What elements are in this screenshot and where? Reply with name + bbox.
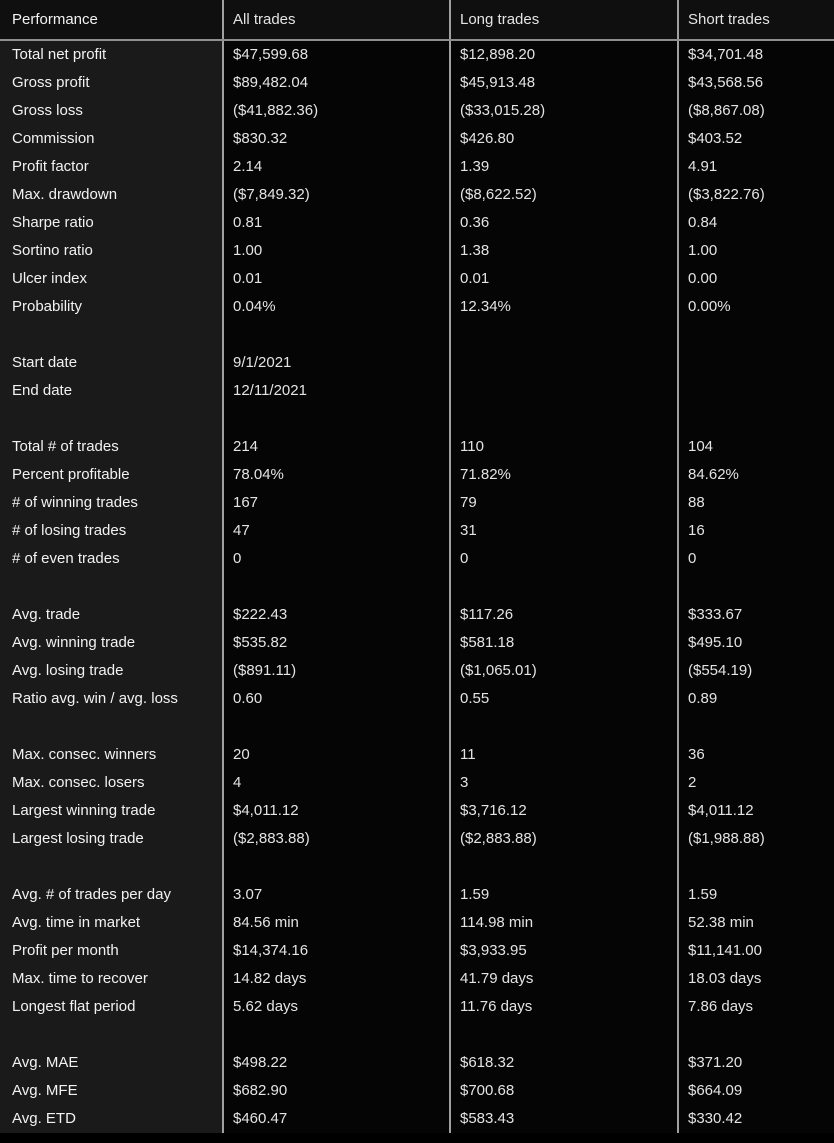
metric-value-long-trades bbox=[451, 405, 677, 433]
metric-value-all-trades: 0.04% bbox=[224, 293, 449, 321]
metric-label: Ulcer index bbox=[0, 265, 222, 293]
table-row bbox=[0, 769, 834, 797]
metric-label: Max. consec. losers bbox=[0, 769, 222, 797]
table-row bbox=[0, 209, 834, 237]
metric-value-long-trades bbox=[451, 1021, 677, 1049]
metric-value-long-trades: 12.34% bbox=[451, 293, 677, 321]
metric-value-long-trades: 71.82% bbox=[451, 461, 677, 489]
metric-label: Avg. time in market bbox=[0, 909, 222, 937]
metric-label bbox=[0, 321, 222, 349]
metric-value-long-trades: 110 bbox=[451, 433, 677, 461]
metric-value-short-trades: 4.91 bbox=[679, 153, 834, 181]
table-row bbox=[0, 461, 834, 489]
metric-value-long-trades: ($8,622.52) bbox=[451, 181, 677, 209]
metric-value-all-trades bbox=[224, 405, 449, 433]
metric-label: Avg. trade bbox=[0, 601, 222, 629]
metric-value-short-trades bbox=[679, 1021, 834, 1049]
metric-value-short-trades: 36 bbox=[679, 741, 834, 769]
table-row bbox=[0, 993, 834, 1021]
table-row bbox=[0, 909, 834, 937]
spacer-row bbox=[0, 853, 834, 881]
metric-value-short-trades: ($8,867.08) bbox=[679, 97, 834, 125]
table-row bbox=[0, 153, 834, 181]
metric-label: Profit per month bbox=[0, 937, 222, 965]
metric-value-long-trades bbox=[451, 377, 677, 405]
metric-label: Profit factor bbox=[0, 153, 222, 181]
metric-value-long-trades: $426.80 bbox=[451, 125, 677, 153]
metric-value-long-trades bbox=[451, 713, 677, 741]
metric-value-all-trades: $460.47 bbox=[224, 1105, 449, 1133]
metric-label bbox=[0, 713, 222, 741]
metric-value-long-trades: $583.43 bbox=[451, 1105, 677, 1133]
metric-value-all-trades bbox=[224, 573, 449, 601]
table-row bbox=[0, 601, 834, 629]
metric-label: Avg. losing trade bbox=[0, 657, 222, 685]
metric-label: Avg. MFE bbox=[0, 1077, 222, 1105]
column-header-long-trades: Long trades bbox=[451, 0, 677, 39]
metric-value-long-trades: $3,933.95 bbox=[451, 937, 677, 965]
table-row bbox=[0, 825, 834, 853]
metric-value-all-trades: ($891.11) bbox=[224, 657, 449, 685]
metric-value-short-trades: 7.86 days bbox=[679, 993, 834, 1021]
metric-value-all-trades: 4 bbox=[224, 769, 449, 797]
metric-value-all-trades: $47,599.68 bbox=[224, 41, 449, 69]
table-row bbox=[0, 517, 834, 545]
metric-value-long-trades: $117.26 bbox=[451, 601, 677, 629]
metric-value-all-trades: 14.82 days bbox=[224, 965, 449, 993]
metric-value-short-trades: $664.09 bbox=[679, 1077, 834, 1105]
metric-value-long-trades: 0.55 bbox=[451, 685, 677, 713]
metric-value-short-trades: 16 bbox=[679, 517, 834, 545]
table-row bbox=[0, 741, 834, 769]
metric-value-all-trades: 3.07 bbox=[224, 881, 449, 909]
metric-value-all-trades: 5.62 days bbox=[224, 993, 449, 1021]
table-row bbox=[0, 41, 834, 69]
metric-value-all-trades bbox=[224, 1021, 449, 1049]
metric-value-all-trades: 0 bbox=[224, 545, 449, 573]
metric-label: Probability bbox=[0, 293, 222, 321]
metric-value-all-trades: 2.14 bbox=[224, 153, 449, 181]
table-row bbox=[0, 797, 834, 825]
column-header-short-trades: Short trades bbox=[679, 0, 834, 39]
metric-value-long-trades: $3,716.12 bbox=[451, 797, 677, 825]
spacer-row bbox=[0, 713, 834, 741]
metric-value-short-trades: 2 bbox=[679, 769, 834, 797]
metric-value-all-trades bbox=[224, 321, 449, 349]
metric-value-all-trades: 0.01 bbox=[224, 265, 449, 293]
metric-value-short-trades: $11,141.00 bbox=[679, 937, 834, 965]
metric-value-short-trades: 18.03 days bbox=[679, 965, 834, 993]
table-row bbox=[0, 97, 834, 125]
metric-value-all-trades: $830.32 bbox=[224, 125, 449, 153]
metric-value-short-trades bbox=[679, 573, 834, 601]
metric-value-short-trades: 0 bbox=[679, 545, 834, 573]
metric-value-short-trades: 1.00 bbox=[679, 237, 834, 265]
metric-value-all-trades: ($7,849.32) bbox=[224, 181, 449, 209]
metric-value-short-trades: 0.89 bbox=[679, 685, 834, 713]
metric-value-short-trades: $43,568.56 bbox=[679, 69, 834, 97]
spacer-row bbox=[0, 1021, 834, 1049]
metric-label: Sharpe ratio bbox=[0, 209, 222, 237]
table-body bbox=[0, 41, 834, 1133]
metric-value-all-trades: $535.82 bbox=[224, 629, 449, 657]
metric-value-long-trades bbox=[451, 321, 677, 349]
column-header-performance: Performance bbox=[0, 0, 222, 39]
table-row bbox=[0, 937, 834, 965]
metric-value-long-trades: $45,913.48 bbox=[451, 69, 677, 97]
metric-value-long-trades: 1.39 bbox=[451, 153, 677, 181]
metric-value-short-trades: 52.38 min bbox=[679, 909, 834, 937]
table-row bbox=[0, 545, 834, 573]
metric-value-all-trades: 78.04% bbox=[224, 461, 449, 489]
metric-label: # of losing trades bbox=[0, 517, 222, 545]
metric-value-all-trades: 0.60 bbox=[224, 685, 449, 713]
metric-value-short-trades: 1.59 bbox=[679, 881, 834, 909]
table-row bbox=[0, 881, 834, 909]
table-header-row bbox=[0, 0, 834, 41]
metric-label: Max. drawdown bbox=[0, 181, 222, 209]
metric-value-long-trades: ($1,065.01) bbox=[451, 657, 677, 685]
metric-value-short-trades bbox=[679, 853, 834, 881]
metric-value-short-trades: ($1,988.88) bbox=[679, 825, 834, 853]
metric-value-short-trades bbox=[679, 713, 834, 741]
column-header-all-trades: All trades bbox=[224, 0, 449, 39]
metric-value-all-trades: $14,374.16 bbox=[224, 937, 449, 965]
metric-value-all-trades: 12/11/2021 bbox=[224, 377, 449, 405]
metric-value-all-trades: 47 bbox=[224, 517, 449, 545]
metric-value-long-trades: 31 bbox=[451, 517, 677, 545]
metric-label: Avg. # of trades per day bbox=[0, 881, 222, 909]
table-row bbox=[0, 433, 834, 461]
table-row bbox=[0, 1049, 834, 1077]
table-row bbox=[0, 69, 834, 97]
metric-value-long-trades: 114.98 min bbox=[451, 909, 677, 937]
metric-label bbox=[0, 853, 222, 881]
metric-value-short-trades: $403.52 bbox=[679, 125, 834, 153]
table-row bbox=[0, 629, 834, 657]
metric-value-long-trades: 79 bbox=[451, 489, 677, 517]
metric-value-long-trades: ($33,015.28) bbox=[451, 97, 677, 125]
table-row bbox=[0, 377, 834, 405]
metric-value-short-trades: 0.00 bbox=[679, 265, 834, 293]
metric-value-long-trades: $700.68 bbox=[451, 1077, 677, 1105]
table-row bbox=[0, 489, 834, 517]
metric-value-short-trades: $495.10 bbox=[679, 629, 834, 657]
metric-value-short-trades: $333.67 bbox=[679, 601, 834, 629]
metric-value-short-trades: $4,011.12 bbox=[679, 797, 834, 825]
metric-value-long-trades: ($2,883.88) bbox=[451, 825, 677, 853]
metric-label bbox=[0, 405, 222, 433]
metric-value-short-trades: $330.42 bbox=[679, 1105, 834, 1133]
metric-value-long-trades: 11 bbox=[451, 741, 677, 769]
metric-label bbox=[0, 573, 222, 601]
metric-value-short-trades: 0.84 bbox=[679, 209, 834, 237]
metric-value-short-trades bbox=[679, 405, 834, 433]
metric-value-all-trades: $89,482.04 bbox=[224, 69, 449, 97]
metric-value-short-trades bbox=[679, 321, 834, 349]
metric-value-all-trades: 1.00 bbox=[224, 237, 449, 265]
metric-value-long-trades: 1.59 bbox=[451, 881, 677, 909]
metric-label: Gross loss bbox=[0, 97, 222, 125]
metric-label: Avg. MAE bbox=[0, 1049, 222, 1077]
metric-value-all-trades: 84.56 min bbox=[224, 909, 449, 937]
metric-value-short-trades: $34,701.48 bbox=[679, 41, 834, 69]
metric-value-all-trades bbox=[224, 853, 449, 881]
metric-value-all-trades: $4,011.12 bbox=[224, 797, 449, 825]
metric-value-long-trades: $12,898.20 bbox=[451, 41, 677, 69]
metric-label: Avg. ETD bbox=[0, 1105, 222, 1133]
metric-value-short-trades bbox=[679, 377, 834, 405]
metric-value-long-trades: 0.36 bbox=[451, 209, 677, 237]
spacer-row bbox=[0, 321, 834, 349]
metric-label: Max. consec. winners bbox=[0, 741, 222, 769]
metric-value-all-trades: 20 bbox=[224, 741, 449, 769]
metric-value-long-trades bbox=[451, 349, 677, 377]
metric-value-all-trades: ($41,882.36) bbox=[224, 97, 449, 125]
metric-label: Sortino ratio bbox=[0, 237, 222, 265]
table-row bbox=[0, 181, 834, 209]
metric-value-short-trades: ($554.19) bbox=[679, 657, 834, 685]
metric-label: # of winning trades bbox=[0, 489, 222, 517]
table-row bbox=[0, 349, 834, 377]
metric-label: Avg. winning trade bbox=[0, 629, 222, 657]
metric-value-all-trades: $682.90 bbox=[224, 1077, 449, 1105]
table-row bbox=[0, 293, 834, 321]
metric-label: Total # of trades bbox=[0, 433, 222, 461]
table-row bbox=[0, 657, 834, 685]
metric-label: Max. time to recover bbox=[0, 965, 222, 993]
spacer-row bbox=[0, 573, 834, 601]
metric-value-long-trades: 41.79 days bbox=[451, 965, 677, 993]
table-row bbox=[0, 965, 834, 993]
metric-label bbox=[0, 1021, 222, 1049]
metric-label: Total net profit bbox=[0, 41, 222, 69]
metric-label: Start date bbox=[0, 349, 222, 377]
metric-value-all-trades: 0.81 bbox=[224, 209, 449, 237]
metric-value-long-trades: 0.01 bbox=[451, 265, 677, 293]
metric-label: End date bbox=[0, 377, 222, 405]
metric-value-short-trades bbox=[679, 349, 834, 377]
metric-value-all-trades bbox=[224, 713, 449, 741]
table-row bbox=[0, 237, 834, 265]
metric-value-short-trades: 104 bbox=[679, 433, 834, 461]
metric-label: Ratio avg. win / avg. loss bbox=[0, 685, 222, 713]
metric-label: Largest losing trade bbox=[0, 825, 222, 853]
metric-value-short-trades: 0.00% bbox=[679, 293, 834, 321]
table-row bbox=[0, 1105, 834, 1133]
metric-label: # of even trades bbox=[0, 545, 222, 573]
table-row bbox=[0, 685, 834, 713]
metric-value-short-trades: ($3,822.76) bbox=[679, 181, 834, 209]
metric-value-short-trades: 88 bbox=[679, 489, 834, 517]
table-row bbox=[0, 1077, 834, 1105]
bottom-margin bbox=[0, 1133, 834, 1143]
table-row bbox=[0, 125, 834, 153]
metric-value-all-trades: $222.43 bbox=[224, 601, 449, 629]
metric-value-long-trades bbox=[451, 573, 677, 601]
metric-value-all-trades: $498.22 bbox=[224, 1049, 449, 1077]
metric-value-long-trades: 0 bbox=[451, 545, 677, 573]
spacer-row bbox=[0, 405, 834, 433]
metric-value-long-trades: 11.76 days bbox=[451, 993, 677, 1021]
metric-label: Largest winning trade bbox=[0, 797, 222, 825]
metric-label: Gross profit bbox=[0, 69, 222, 97]
metric-value-short-trades: $371.20 bbox=[679, 1049, 834, 1077]
metric-value-long-trades: $618.32 bbox=[451, 1049, 677, 1077]
metric-label: Longest flat period bbox=[0, 993, 222, 1021]
metric-value-all-trades: 9/1/2021 bbox=[224, 349, 449, 377]
metric-label: Percent profitable bbox=[0, 461, 222, 489]
metric-value-long-trades: 1.38 bbox=[451, 237, 677, 265]
metric-value-all-trades: 214 bbox=[224, 433, 449, 461]
metric-value-all-trades: 167 bbox=[224, 489, 449, 517]
metric-value-long-trades: $581.18 bbox=[451, 629, 677, 657]
metric-value-long-trades: 3 bbox=[451, 769, 677, 797]
metric-value-long-trades bbox=[451, 853, 677, 881]
table-row bbox=[0, 265, 834, 293]
metric-label: Commission bbox=[0, 125, 222, 153]
metric-value-short-trades: 84.62% bbox=[679, 461, 834, 489]
metric-value-all-trades: ($2,883.88) bbox=[224, 825, 449, 853]
